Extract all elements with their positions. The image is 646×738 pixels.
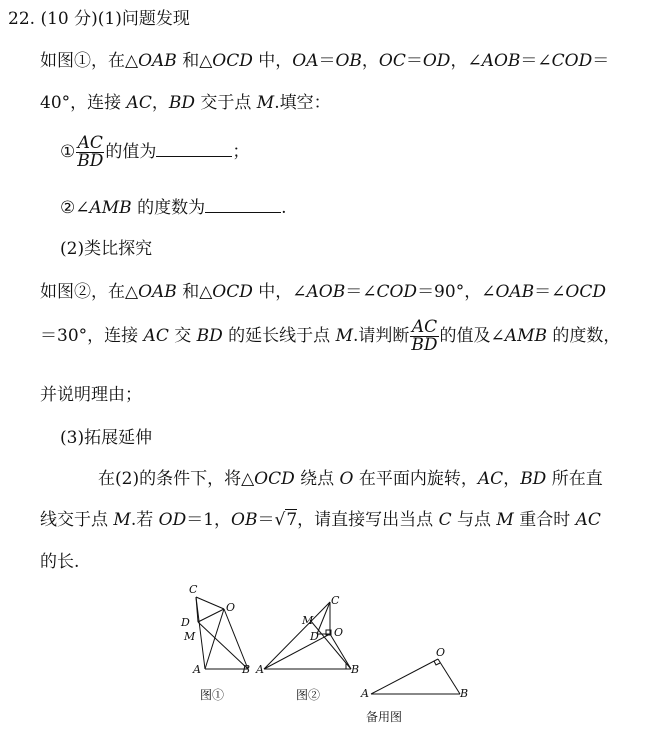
fig1-label-o: O xyxy=(226,601,236,614)
fig1-label-c: C xyxy=(189,583,198,596)
figure-1 xyxy=(196,597,248,669)
part2-title: (2)类比探究 xyxy=(60,239,153,259)
part3-line2: 线交于点 M.若 OD＝1，OB＝√7，请直接写出当点 C 与点 M 重合时 AC xyxy=(40,510,601,530)
fig2-caption: 图② xyxy=(296,688,321,702)
part1-line1: 如图①，在△OAB 和△OCD 中，OA＝OB，OC＝OD，∠AOB＝∠COD＝ xyxy=(40,51,610,71)
fig3-caption: 备用图 xyxy=(366,710,403,724)
question-header: 22. (10 分)(1)问题发现 xyxy=(8,9,190,29)
fig2-label-a: A xyxy=(256,663,264,676)
fig2-label-c: C xyxy=(331,594,340,607)
part2-line3: 并说明理由； xyxy=(40,385,142,405)
fig1-caption: 图① xyxy=(200,688,225,702)
figure-3 xyxy=(371,659,460,694)
part3-title: (3)拓展延伸 xyxy=(60,428,153,448)
fig2-label-d: D xyxy=(310,630,319,643)
question-1: ① $\frac{AC}{BD}$ 的值为 ； xyxy=(60,133,250,171)
fig1-label-m: M xyxy=(184,630,196,643)
question-2: ②∠AMB 的度数为 . xyxy=(60,198,287,218)
part3-line3: 的长. xyxy=(40,552,80,572)
fig3-label-o: O xyxy=(436,646,446,659)
fig2-label-o: O xyxy=(334,626,344,639)
fraction-ac-bd-2: $\frac{AC}{BD}$ xyxy=(411,317,438,355)
part2-line1: 如图②，在△OAB 和△OCD 中，∠AOB＝∠COD＝90°，∠OAB＝∠OCD xyxy=(40,282,606,302)
fig3-label-a: A xyxy=(361,687,369,700)
fig1-label-d: D xyxy=(181,616,190,629)
part1-line2: 40°，连接 AC，BD 交于点 M.填空： xyxy=(40,93,331,113)
fig2-label-b: B xyxy=(351,663,360,676)
part2-line2: ＝30°，连接 AC 交 BD 的延长线于点 M.请判断 $\frac{AC}{BD}$ 的值及∠AMB 的度数， xyxy=(40,317,621,355)
fig1-label-b: B xyxy=(242,663,251,676)
fig3-label-b: B xyxy=(460,687,469,700)
fraction-ac-bd: $\frac{AC}{BD}$ xyxy=(77,133,104,171)
fig1-label-a: A xyxy=(193,663,201,676)
fig2-label-m: M xyxy=(302,614,314,627)
part3-line1: 在(2)的条件下，将△OCD 绕点 O 在平面内旋转，AC，BD 所在直 xyxy=(98,469,603,489)
sqrt-7: √7 xyxy=(274,510,298,530)
